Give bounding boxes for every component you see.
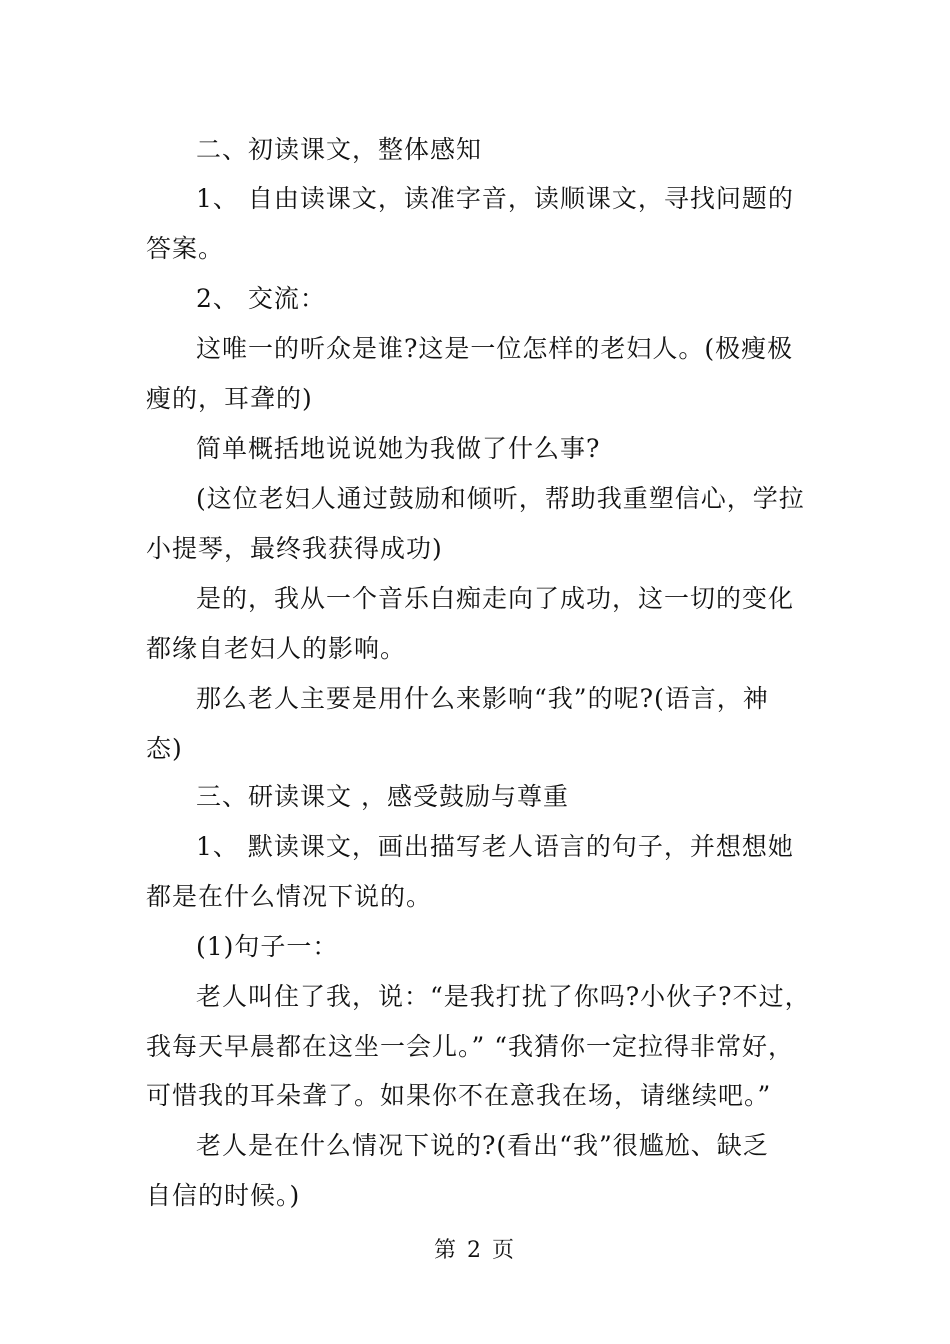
paragraph-line: (这位老妇人通过鼓励和倾听，帮助我重塑信心，学拉 — [196, 484, 805, 513]
paragraph-line: 这唯一的听众是谁?这是一位怎样的老妇人。(极瘦极 — [196, 334, 794, 363]
paragraph-line: 答案。 — [146, 234, 225, 263]
paragraph-line: 简单概括地说说她为我做了什么事? — [196, 434, 601, 463]
paragraph-line: 小提琴，最终我获得成功) — [146, 534, 443, 563]
paragraph-line: 是的，我从一个音乐白痴走向了成功，这一切的变化 — [196, 584, 795, 613]
paragraph-line: 1、 默读课文，画出描写老人语言的句子，并想想她 — [196, 832, 794, 861]
paragraph-line: 老人是在什么情况下说的?(看出“我”很尴尬、缺乏 — [196, 1131, 769, 1160]
paragraph-line: 我每天早晨都在这坐一会儿。” “我猜你一定拉得非常好， — [146, 1032, 795, 1061]
paragraph-line: 都缘自老妇人的影响。 — [146, 634, 407, 663]
paragraph-line: 瘦的，耳聋的) — [146, 384, 313, 413]
paragraph-line: 都是在什么情况下说的。 — [146, 882, 433, 911]
paragraph-line: 态) — [146, 734, 183, 763]
page-number-footer: 第 2 页 — [434, 1238, 516, 1263]
paragraph-line: (1)句子一： — [196, 932, 339, 961]
paragraph-line: 可惜我的耳朵聋了。如果你不在意我在场，请继续吧。” — [146, 1081, 772, 1110]
paragraph-line: 2、 交流： — [196, 284, 326, 313]
paragraph-line: 老人叫住了我，说：“是我打扰了你吗?小伙子?不过， — [196, 982, 811, 1011]
paragraph-line: 1、 自由读课文，读准字音，读顺课文，寻找问题的 — [196, 184, 794, 213]
paragraph-line: 自信的时候。) — [146, 1181, 301, 1210]
paragraph-line: 那么老人主要是用什么来影响“我”的呢?(语言，神 — [196, 684, 769, 713]
section-heading-2: 二、初读课文，整体感知 — [196, 135, 483, 164]
section-heading-3: 三、研读课文 ，感受鼓励与尊重 — [196, 782, 569, 811]
